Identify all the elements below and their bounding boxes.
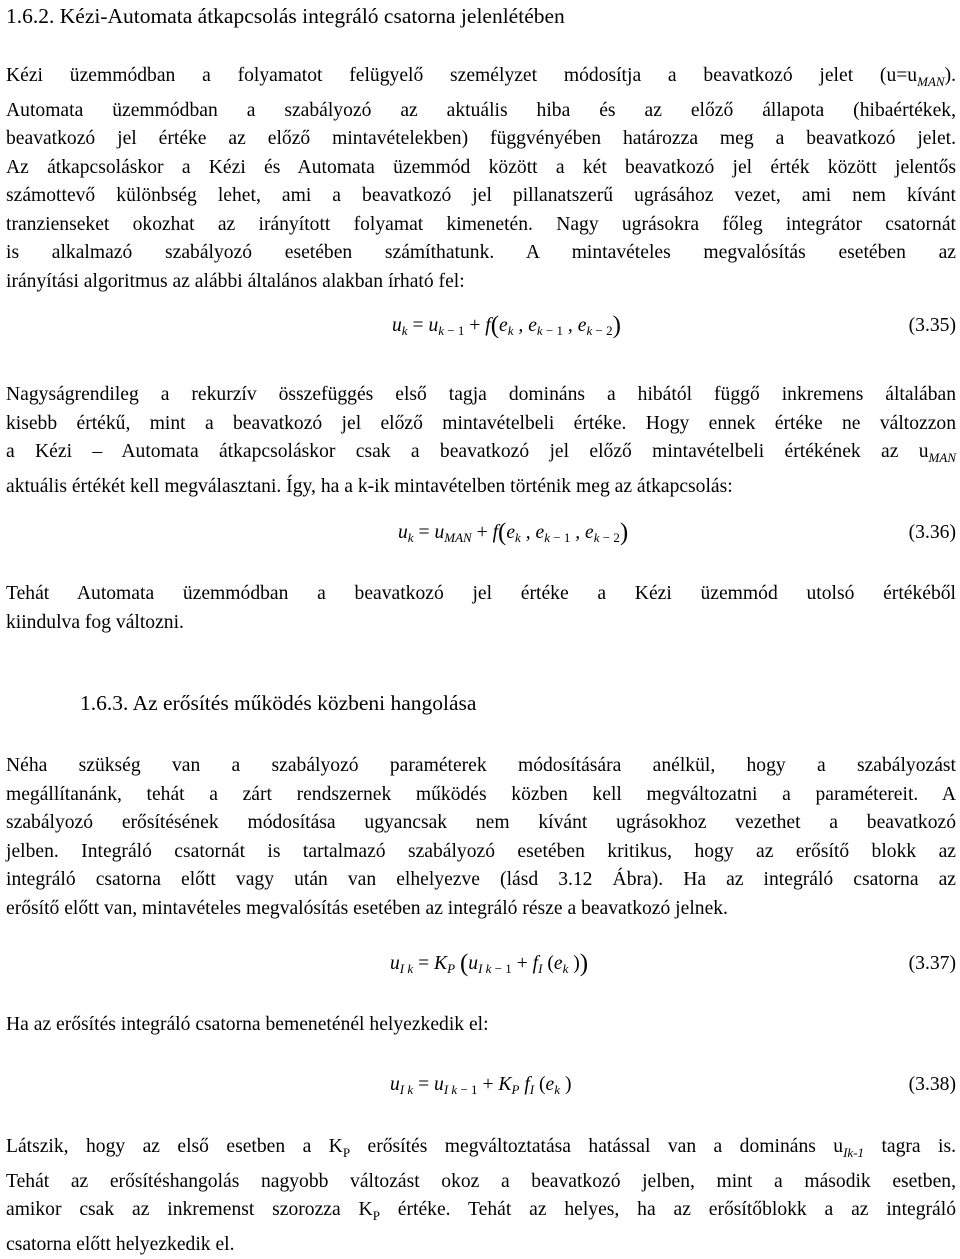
para1-line-6: tranzienseket okozhat az irányított folyamat kimenetén. Nagy ugrásokra főleg integrátor csatornát [6, 213, 956, 235]
equation-3-36-formula: $u_k = u_{MAN} + f(e_k$ , $e_{k - 1}$ , $e_{k - 2}$) [398, 519, 629, 546]
section-heading-1-6-2: 1.6.2. Kézi-Automata átkapcsolás integráló csatorna jelenlétében [6, 4, 565, 28]
equation-3-38 [0, 1071, 960, 1103]
para1-line-2: Automata üzemmódban a szabályozó az aktuális hiba és az előző állapota (hibaértékek, [6, 99, 956, 121]
para4-line-6: erősítő előtt van, mintavételes megvalósítás esetében az integráló része a beavatkozó jelnek. [6, 897, 728, 919]
para6-line-1: Látszik, hogy az első esetben a $K_P$ erősítés megváltoztatása hatással van a domináns $u_{Ik-1}$ tagra is. [6, 1136, 956, 1160]
paragraph-gain-tuning [6, 752, 956, 924]
para1-line-4: Az átkapcsoláskor a Kézi és Automata üzemmód között a két beavatkozó jel érték között jelentős [6, 156, 956, 178]
para6-line-2: Tehát az erősítéshangolás nagyobb változást okoz a beavatkozó jelben, mint a második esetben, [6, 1170, 956, 1192]
para1-line-8: irányítási algoritmus az alábbi általános alakban írható fel: [6, 271, 465, 293]
equation-3-36-number: (3.36) [908, 522, 956, 543]
para3-line-1: Tehát Automata üzemmódban a beavatkozó jel értéke a Kézi üzemmód utolsó értékéből [6, 583, 956, 604]
para4-line-2: megállítanánk, tehát a zárt rendszernek működés közben kell megváltozatni a paramétereit. A [6, 783, 956, 805]
section-heading-1-6-3: 1.6.3. Az erősítés működés közbeni hangolása [80, 691, 477, 715]
equation-3-37 [0, 950, 960, 982]
equation-3-35 [0, 312, 960, 344]
equation-3-36 [0, 519, 960, 551]
equation-3-35-number: (3.35) [908, 315, 956, 336]
para4-line-4: jelben. Integráló csatornát is tartalmazó szabályozó esetében kritikus, hogy az erősítő blokk az [6, 840, 956, 862]
para4-line-3: szabályozó erősítésének módosítása ugyancsak nem kívánt ugrásokhoz vezethet a beavatkozó [6, 812, 956, 834]
equation-3-38-formula: $u_{I k} = u_{I k - 1} + K_P$ $f_I$ ($e_k$ ) [390, 1074, 572, 1097]
para6-line-3: amikor csak az inkremenst szorozza $K_P$ értéke. Tehát az helyes, ha az erősítőblokk a az integráló [6, 1199, 956, 1223]
para1-line-7: is alkalmazó szabályozó esetében számíthatunk. A mintavételes megvalósítás esetében az [6, 242, 956, 264]
para6-line-4: csatorna előtt helyezkedik el. [6, 1233, 235, 1255]
para2-line-4: aktuális értékét kell megválasztani. Így, ha a k-ik mintavételben történik meg az átkapcsolás: [6, 475, 733, 497]
para2-line-1: Nagyságrendileg a rekurzív összefüggés első tagja domináns a hibától függő inkremens általában [6, 384, 956, 405]
para1-line-5: számottevő különbség lehet, ami a beavatkozó jel pillanatszerű ugrásához vezet, ami nem kívánt [6, 185, 956, 207]
paragraph-conclusion [6, 1133, 956, 1259]
equation-3-37-formula: $u_{I k} = K_P$ ($u_{I k - 1} + f_I$ ($e_k$ )) [390, 950, 589, 977]
para1-line-3: beavatkozó jel értéke az előző mintavételekben) függvényében határozza meg a beavatkozó jelet. [6, 128, 956, 150]
para4-line-1: Néha szükség van a szabályozó paraméterek módosítására anélkül, hogy a szabályozást [6, 755, 956, 776]
equation-3-38-number: (3.38) [908, 1074, 956, 1095]
para3-line-2: kiindulva fog változni. [6, 611, 184, 633]
paragraph-recursive [6, 381, 956, 501]
paragraph-automatic-mode [6, 580, 956, 637]
para1-line-1: Kézi üzemmódban a folyamatot felügyelő személyzet módosítja a beavatkozó jelet $(u=u_{MAN})$. [6, 65, 956, 89]
para4-line-5: integráló csatorna előtt vagy után van elhelyezve (lásd 3.12 Ábra). Ha az integráló csatorna az [6, 869, 956, 891]
paragraph-manual-mode [6, 62, 956, 297]
para2-line-3: a Kézi – Automata átkapcsoláskor csak a beavatkozó jel előző mintavételbeli értékének az $u_{MAN}$ [6, 441, 956, 466]
equation-3-37-number: (3.37) [908, 953, 956, 974]
paragraph-gain-input [6, 1011, 956, 1040]
equation-3-35-formula: $u_k = u_{k - 1} + f(e_k$ , $e_{k - 1}$ , $e_{k - 2}$) [392, 312, 621, 339]
para2-line-2: kisebb értékű, mint a beavatkozó jel előző mintavételbeli értéke. Hogy ennek értéke ne változzon [6, 412, 956, 434]
para5-line-1: Ha az erősítés integráló csatorna bemeneténél helyezkedik el: [6, 1014, 489, 1035]
